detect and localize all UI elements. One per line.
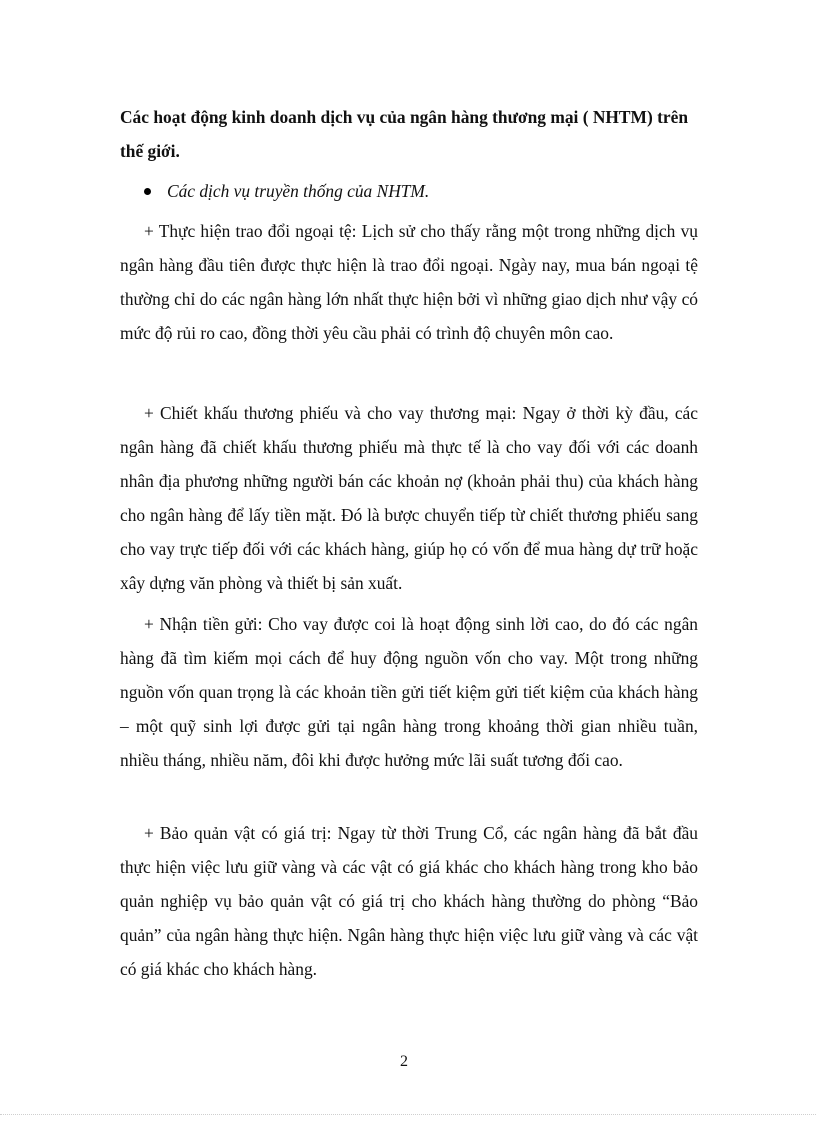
paragraph-safekeeping: + Bảo quản vật có giá trị: Ngay từ thời Trung Cổ, các ngân hàng đã bắt đầu thực hiện việc lưu giữ vàng và các vật có giá khác cho khách hàng trong kho bảo quản nghiệp vụ bảo quản vật có giá trị cho khách hàng thường do phòng “Bảo quản” của ngân hàng thực hiện. Ngân hàng thực hiện việc lưu giữ vàng và các vật có giá khác cho khách hàng. xyxy=(120,823,698,979)
paragraph-discounting: + Chiết khấu thương phiếu và cho vay thương mại: Ngay ở thời kỳ đầu, các ngân hàng đã chiết khấu thương phiếu mà thực tế là cho vay đối với các doanh nhân địa phương những người bán các khoản nợ (khoản phải thu) của khách hàng cho ngân hàng để lấy tiền mặt. Đó là bược chuyển tiếp từ chiết thương phiếu sang cho vay trực tiếp đối với các khách hàng, giúp họ có vốn để mua hàng dự trữ hoặc xây dựng văn phòng và thiết bị sản xuất. xyxy=(120,403,698,593)
page-number: 2 xyxy=(400,1053,408,1070)
section-heading: Các hoạt động kinh doanh dịch vụ của ngân hàng thương mại ( NHTM) trên thế giới. xyxy=(120,107,688,161)
page-bottom-divider xyxy=(0,1114,816,1115)
bullet-dot-icon xyxy=(144,188,151,195)
paragraph-deposits: + Nhận tiền gửi: Cho vay được coi là hoạt động sinh lời cao, do đó các ngân hàng đã tìm kiếm mọi cách để huy động nguồn vốn cho vay. Một trong những nguồn vốn quan trọng là các khoản tiền gửi tiết kiệm gửi tiết kiệm của khách hàng – một quỹ sinh lợi được gửi tại ngân hàng trong khoảng thời gian nhiều tuần, nhiều tháng, nhiều năm, đôi khi được hưởng mức lãi suất tương đối cao. xyxy=(120,614,698,770)
bullet-item xyxy=(144,176,429,206)
paragraph-foreign-exchange: + Thực hiện trao đổi ngoại tệ: Lịch sử cho thấy rằng một trong những dịch vụ ngân hàng đầu tiên được thực hiện là trao đổi ngoại. Ngày nay, mua bán ngoại tệ thường chỉ do các ngân hàng lớn nhất thực hiện bởi vì những giao dịch như vậy có mức độ rủi ro cao, đồng thời yêu cầu phải có trình độ chuyên môn cao. xyxy=(120,221,698,343)
bullet-text: Các dịch vụ truyền thống của NHTM. xyxy=(167,181,430,201)
